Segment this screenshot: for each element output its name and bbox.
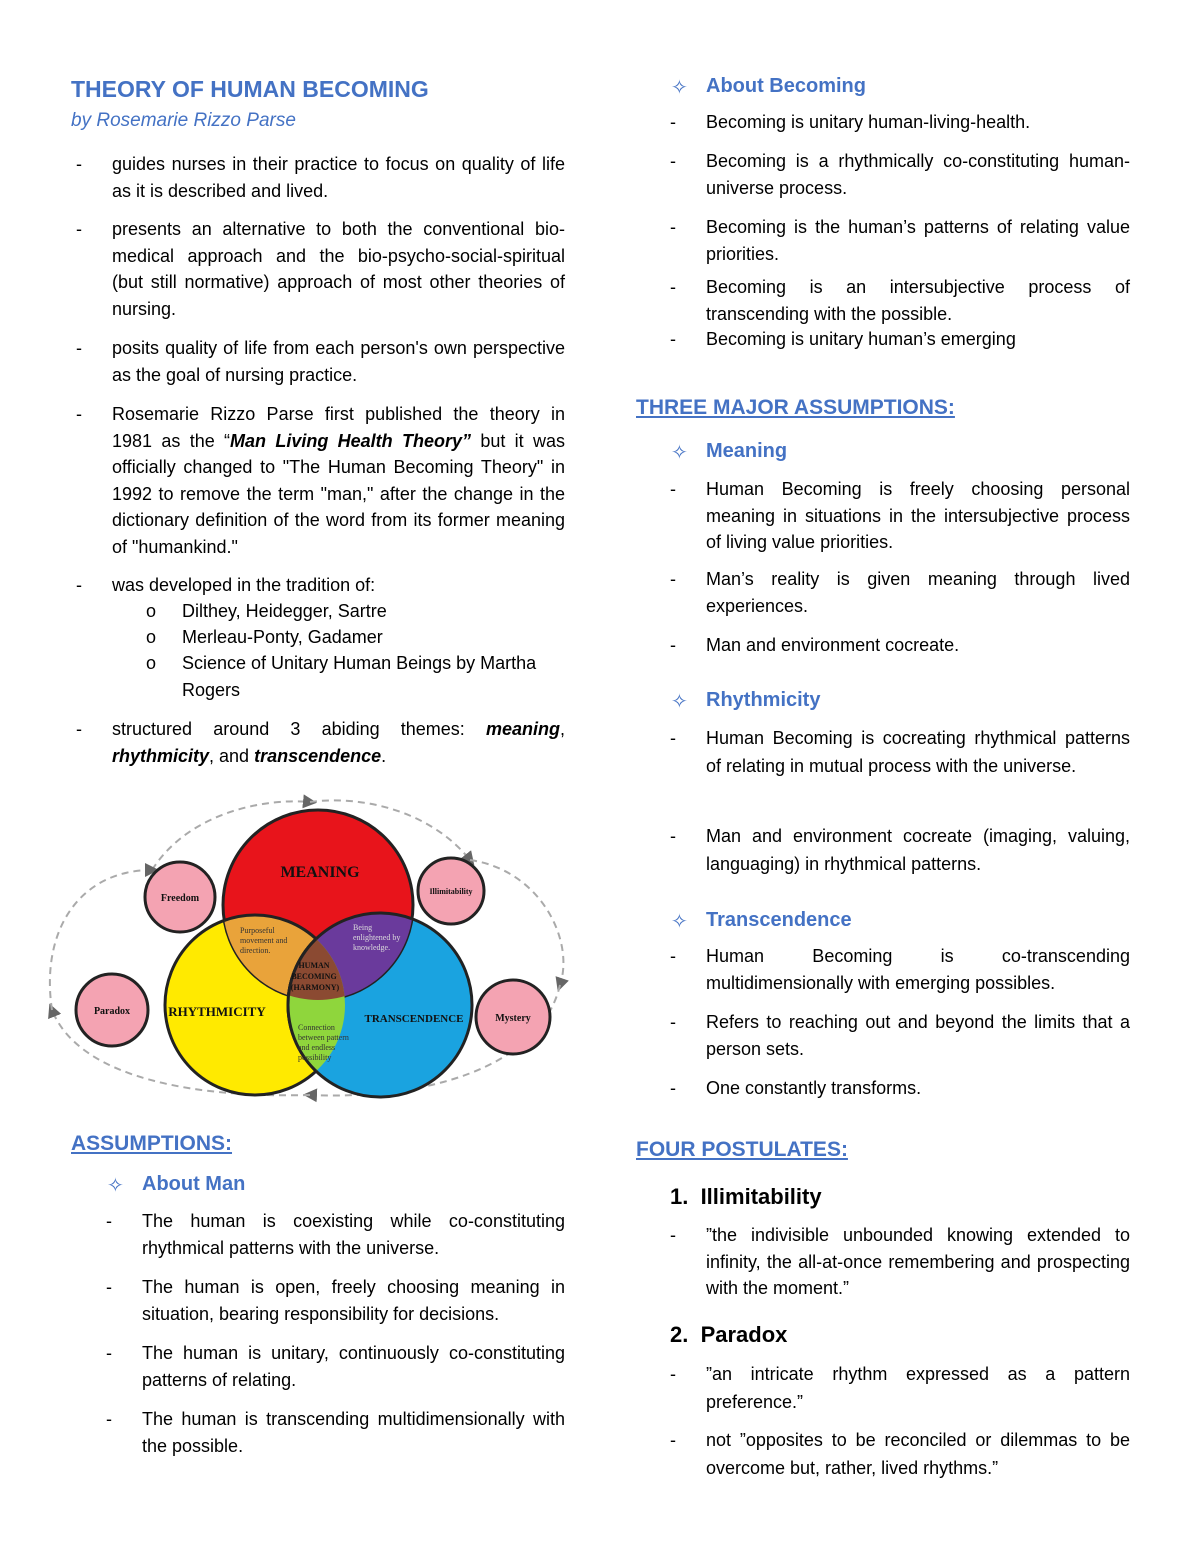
assumptions-heading: ASSUMPTIONS: bbox=[71, 1132, 233, 1155]
list-item: - Becoming is unitary human-living-health. bbox=[670, 112, 1031, 132]
paradox-label: Paradox bbox=[93, 1006, 131, 1017]
cycle-arrow bbox=[470, 860, 563, 985]
meaning-heading: ✧ Meaning bbox=[671, 440, 788, 464]
dash: - bbox=[76, 338, 82, 358]
list-item: - The human is open, freely choosing meaning in situation, bearing responsibility for decisions. bbox=[106, 1277, 565, 1324]
list-item: - ”an intricate rhythm expressed as a pattern preference.” bbox=[670, 1364, 1130, 1412]
list-item: - Man and environment cocreate. bbox=[670, 635, 960, 655]
list-item: - Refers to reaching out and beyond the limits that a person sets. bbox=[670, 1012, 1130, 1059]
purposeful-text: Purposeful movement and direction. bbox=[240, 926, 288, 955]
postulate-illimitability: 1. Illimitability bbox=[670, 1184, 822, 1209]
diamond-icon: ✧ bbox=[671, 77, 688, 99]
freedom-label: Freedom bbox=[160, 893, 200, 904]
dash: - bbox=[76, 219, 82, 239]
three-major-heading: THREE MAJOR ASSUMPTIONS: bbox=[636, 396, 955, 419]
list-item: - not ”opposites to be reconciled or dilemmas to be overcome but, rather, lived rhythms.” bbox=[670, 1430, 1130, 1478]
list-item: - posits quality of life from each person's own perspective as the goal of nursing practice. bbox=[112, 335, 565, 388]
about-becoming-heading: ✧ About Becoming bbox=[671, 75, 866, 99]
rhythmicity-heading: ✧ Rhythmicity bbox=[671, 689, 821, 713]
diamond-icon: ✧ bbox=[671, 442, 688, 464]
byline: by Rosemarie Rizzo Parse bbox=[71, 110, 296, 131]
four-postulates-heading: FOUR POSTULATES: bbox=[636, 1138, 848, 1161]
page-title: THEORY OF HUMAN BECOMING bbox=[71, 76, 429, 102]
list-item: - The human is transcending multidimensionally with the possible. bbox=[106, 1409, 565, 1456]
list-item: - Becoming is an intersubjective process of transcending with the possible. bbox=[670, 277, 1130, 324]
diamond-icon: ✧ bbox=[107, 1175, 124, 1197]
about-man-heading: ✧ About Man bbox=[107, 1173, 246, 1197]
list-item: - Man’s reality is given meaning through lived experiences. bbox=[670, 569, 1130, 616]
dash: - bbox=[76, 154, 82, 174]
dash: - bbox=[76, 575, 82, 595]
list-item: - Human Becoming is co-transcending multidimensionally with emerging possibles. bbox=[670, 946, 1130, 993]
diamond-icon: ✧ bbox=[671, 911, 688, 933]
list-item: - Becoming is unitary human’s emerging bbox=[670, 329, 1016, 349]
list-item: - Becoming is a rhythmically co-constituting human-universe process. bbox=[670, 151, 1130, 198]
illimitability-label: Illimitability bbox=[429, 887, 473, 896]
list-item: - ”the indivisible unbounded knowing extended to infinity, the all-at-once remembering and prospecting with the moment.” bbox=[670, 1225, 1130, 1298]
meaning-label: Meaning bbox=[280, 864, 360, 881]
list-item: - structured around 3 abiding themes: meaning, rhythmicity, and transcendence. bbox=[112, 716, 565, 769]
list-item: - One constantly transforms. bbox=[670, 1078, 922, 1098]
postulate-paradox: 2. Paradox bbox=[670, 1322, 788, 1347]
list-item: - presents an alternative to both the conventional bio-medical approach and the bio-psycho-social-spiritual (but still normative) approach of most other theories of nursing. bbox=[112, 216, 565, 322]
sub-list-item: o Dilthey, Heidegger, Sartre bbox=[146, 601, 387, 621]
sub-list-item: o Merleau-Ponty, Gadamer bbox=[146, 627, 383, 647]
list-item: - Becoming is the human’s patterns of relating value priorities. bbox=[670, 217, 1130, 264]
mystery-label: Mystery bbox=[495, 1013, 531, 1024]
list-item: - Human Becoming is freely choosing personal meaning in situations in the intersubjective process of living value priorities. bbox=[670, 479, 1130, 552]
list-item: - was developed in the tradition of: bbox=[112, 572, 565, 599]
dash: - bbox=[76, 404, 82, 424]
rhythmicity-label: Rhythmicity bbox=[168, 1004, 266, 1019]
diamond-icon: ✧ bbox=[671, 691, 688, 713]
connection-text: Connection between pattern and endless possibility bbox=[298, 1023, 349, 1062]
transcendence-label: Transcendence bbox=[364, 1013, 464, 1025]
transcendence-heading: ✧ Transcendence bbox=[671, 909, 852, 933]
list-item: - Human Becoming is cocreating rhythmical patterns of relating in mutual process with the universe. bbox=[670, 728, 1130, 776]
dash: - bbox=[76, 719, 82, 739]
list-item: - The human is unitary, continuously co-constituting patterns of relating. bbox=[106, 1343, 565, 1390]
enlightened-text: Being enlightened by knowledge. bbox=[353, 923, 401, 952]
center-text: Human Becoming (Harmony) bbox=[290, 961, 340, 992]
list-item: - Rosemarie Rizzo Parse first published the theory in 1981 as the “Man Living Health Theory” but it was officially changed to "The Human Becoming Theory" in 1992 to remove the term "man," after the change in the dictionary definition of the word from its former meaning of "humankind." bbox=[112, 401, 565, 560]
list-item: - guides nurses in their practice to focus on quality of life as it is described and lived. bbox=[112, 151, 565, 204]
sub-list-item: o Science of Unitary Human Beings by Martha Rogers bbox=[146, 653, 537, 700]
list-item: - The human is coexisting while co-constituting rhythmical patterns with the universe. bbox=[106, 1211, 565, 1258]
list-item: - Man and environment cocreate (imaging, valuing, languaging) in rhythmical patterns. bbox=[670, 826, 1130, 874]
human-becoming-diagram bbox=[40, 780, 580, 1110]
